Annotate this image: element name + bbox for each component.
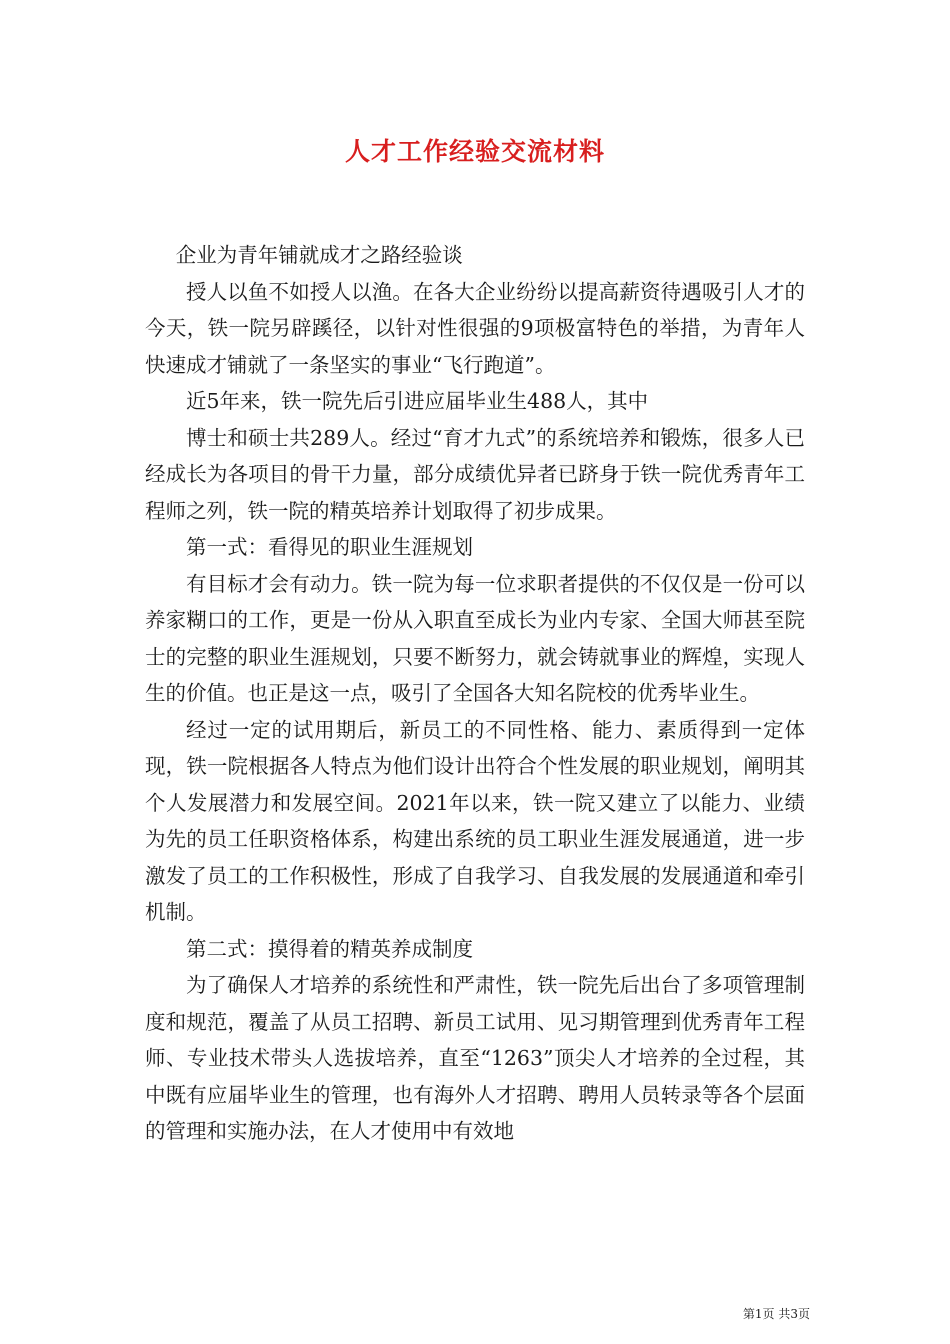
subtitle-paragraph: 企业为青年铺就成才之路经验谈 (175, 243, 463, 267)
paragraph: 博士和硕士共289人。经过“育才九式”的系统培养和锻炼，很多人已经成长为各项目的骨干力量，部分成绩优异者已跻身于铁一院优秀青年工程师之列，铁一院的精英培养计划取得了初步成果。 (145, 425, 805, 523)
paragraph: 近5年来，铁一院先后引进应届毕业生488人，其中 (186, 389, 649, 413)
paragraph: 为了确保人才培养的系统性和严肃性，铁一院先后出台了多项管理制度和规范，覆盖了从员工招聘、新员工试用、见习期管理到优秀青年工程师、专业技术带头人选拔培养，直至“1263”顶尖人才培养的全过程，其中既有应届毕业生的管理，也有海外人才招聘、聘用人员转录等各个层面的管理和实施办法，在人才使用中有效地 (145, 973, 805, 1143)
body-text (145, 237, 805, 1150)
section-heading: 第二式：摸得着的精英养成制度 (186, 936, 473, 961)
section-heading: 第一式：看得见的职业生涯规划 (186, 535, 473, 559)
paragraph: 授人以鱼不如授人以渔。在各大企业纷纷以提高薪资待遇吸引人才的今天，铁一院另辟蹊径，以针对性很强的9项极富特色的举措，为青年人快速成才铺就了一条坚实的事业“飞行跑道”。 (145, 279, 805, 377)
paragraph: 有目标才会有动力。铁一院为每一位求职者提供的不仅仅是一份可以养家糊口的工作，更是一份从入职直至成长为业内专家、全国大师甚至院士的完整的职业生涯规划，只要不断努力，就会铸就事业的辉煌，实现人生的价值。也正是这一点，吸引了全国各大知名院校的优秀毕业生。 (145, 571, 805, 705)
paragraph: 经过一定的试用期后，新员工的不同性格、能力、素质得到一定体现，铁一院根据各人特点为他们设计出符合个性发展的职业规划，阐明其个人发展潜力和发展空间。2021年以来，铁一院又建立了以能力、业绩为先的员工任职资格体系，构建出系统的员工职业生涯发展通道，进一步激发了员工的工作积极性，形成了自我学习、自我发展的发展通道和牵引机制。 (145, 717, 805, 924)
page-number: 第1页 共3页 (742, 1307, 810, 1321)
page-title: 人才工作经验交流材料 (344, 137, 605, 166)
